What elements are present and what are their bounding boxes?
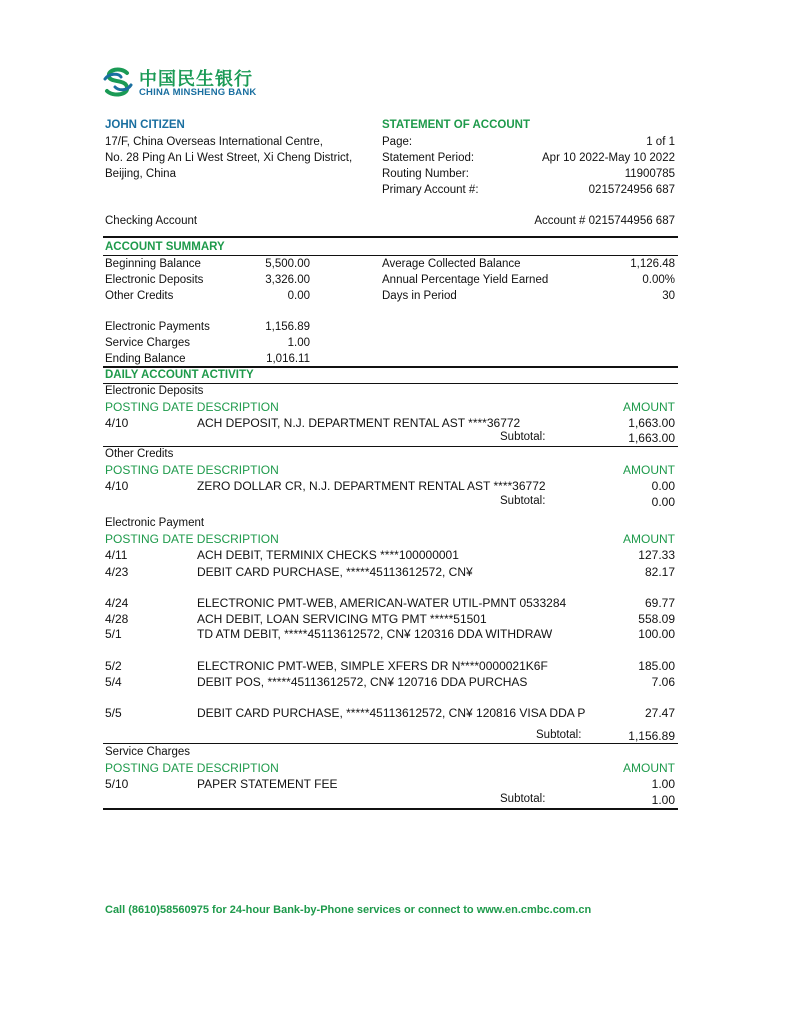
summary-value: 1,156.89 [265, 321, 310, 333]
subtotal-value: 1.00 [651, 793, 675, 807]
txn-description: ACH DEBIT, LOAN SERVICING MTG PMT *****51501 [197, 612, 487, 626]
summary-value: 1,126.48 [630, 258, 675, 270]
divider [103, 446, 678, 447]
txn-amount: 1.00 [651, 777, 675, 791]
bank-name-en: CHINA MINSHENG BANK [139, 87, 257, 98]
statement-value: Apr 10 2022-May 10 2022 [542, 152, 675, 164]
statement-value: 0215724956 687 [588, 184, 675, 196]
statement-value: 1 of 1 [646, 136, 675, 148]
summary-value: 5,500.00 [265, 258, 310, 270]
txn-date: 4/23 [105, 565, 129, 579]
txn-description: ACH DEBIT, TERMINIX CHECKS ****100000001 [197, 548, 459, 562]
summary-label: Ending Balance [105, 353, 186, 365]
txn-amount: 558.09 [638, 612, 675, 626]
subtotal-label: Subtotal: [500, 793, 546, 805]
statement-label: Routing Number: [382, 168, 469, 180]
subtotal-value: 1,663.00 [628, 431, 675, 445]
summary-label: Beginning Balance [105, 258, 201, 270]
subtotal-label: Subtotal: [500, 495, 546, 507]
txn-amount: 185.00 [638, 659, 675, 673]
customer-address-line: 17/F, China Overseas International Centre, [105, 136, 323, 148]
customer-address-line: Beijing, China [105, 168, 176, 180]
customer-address-line: No. 28 Ping An Li West Street, Xi Cheng District, [105, 152, 353, 164]
statement-label: Statement Period: [382, 152, 475, 164]
footer-contact: Call (8610)58560975 for 24-hour Bank-by-Phone services or connect to www.en.cmbc.com.cn [105, 904, 592, 916]
summary-value: 3,326.00 [265, 274, 310, 286]
daily-activity-title: DAILY ACCOUNT ACTIVITY [105, 369, 254, 381]
statement-title: STATEMENT OF ACCOUNT [382, 119, 530, 131]
txn-date: 4/11 [105, 548, 128, 562]
subtotal-value: 0.00 [651, 495, 675, 509]
summary-value: 0.00 [287, 290, 310, 302]
divider [103, 383, 678, 384]
subtotal-value: 1,156.89 [628, 729, 675, 743]
divider [103, 236, 678, 238]
txn-date: 5/1 [105, 627, 122, 641]
summary-value: 0.00% [642, 274, 675, 286]
divider [103, 255, 678, 256]
txn-date: 5/5 [105, 706, 122, 720]
txn-description: DEBIT POS, *****45113612572, CN¥ 120716 DDA PURCHAS [197, 675, 528, 689]
txn-date: 5/4 [105, 675, 122, 689]
txn-amount: 27.47 [644, 706, 675, 720]
amount-header: AMOUNT [623, 761, 675, 775]
column-header: POSTING DATE DESCRIPTION [105, 400, 279, 414]
section-title: Other Credits [105, 448, 174, 460]
statement-label: Primary Account #: [382, 184, 479, 196]
summary-label: Electronic Deposits [105, 274, 204, 286]
account-number: Account # 0215744956 687 [534, 215, 675, 227]
summary-value: 30 [662, 290, 675, 302]
summary-label: Average Collected Balance [382, 258, 521, 270]
divider [103, 808, 678, 810]
txn-amount: 82.17 [644, 565, 675, 579]
summary-label: Annual Percentage Yield Earned [382, 274, 549, 286]
subtotal-label: Subtotal: [500, 431, 546, 443]
summary-label: Service Charges [105, 337, 191, 349]
account-summary-title: ACCOUNT SUMMARY [105, 241, 225, 253]
column-header: POSTING DATE DESCRIPTION [105, 761, 279, 775]
customer-name: JOHN CITIZEN [105, 119, 185, 131]
bank-logo-icon [101, 67, 135, 97]
txn-description: ACH DEPOSIT, N.J. DEPARTMENT RENTAL AST ****36772 [197, 416, 521, 430]
summary-label: Days in Period [382, 290, 457, 302]
txn-amount: 0.00 [651, 479, 675, 493]
txn-description: DEBIT CARD PURCHASE, *****45113612572, CN¥ 120816 VISA DDA P [197, 706, 586, 720]
txn-amount: 1,663.00 [628, 416, 675, 430]
amount-header: AMOUNT [623, 400, 675, 414]
divider [103, 743, 678, 744]
section-title: Electronic Payment [105, 517, 205, 529]
section-title: Electronic Deposits [105, 385, 204, 397]
txn-amount: 127.33 [638, 548, 675, 562]
amount-header: AMOUNT [623, 532, 675, 546]
divider [103, 366, 678, 368]
txn-description: ELECTRONIC PMT-WEB, SIMPLE XFERS DR N****0000021K6F [197, 659, 548, 673]
txn-description: ZERO DOLLAR CR, N.J. DEPARTMENT RENTAL AST ****36772 [197, 479, 546, 493]
txn-description: PAPER STATEMENT FEE [197, 777, 338, 791]
statement-label: Page: [382, 136, 413, 148]
txn-date: 4/24 [105, 596, 129, 610]
statement-value: 11900785 [624, 168, 675, 180]
summary-label: Electronic Payments [105, 321, 210, 333]
column-header: POSTING DATE DESCRIPTION [105, 463, 279, 477]
txn-date: 4/28 [105, 612, 129, 626]
summary-value: 1,016.11 [266, 353, 310, 365]
txn-date: 5/10 [105, 777, 129, 791]
txn-amount: 69.77 [644, 596, 675, 610]
txn-amount: 7.06 [651, 675, 675, 689]
summary-label: Other Credits [105, 290, 174, 302]
section-title: Service Charges [105, 746, 191, 758]
txn-description: ELECTRONIC PMT-WEB, AMERICAN-WATER UTIL-PMNT 0533284 [197, 596, 567, 610]
txn-amount: 100.00 [638, 627, 675, 641]
account-type: Checking Account [105, 215, 198, 227]
subtotal-label: Subtotal: [536, 729, 582, 741]
column-header: POSTING DATE DESCRIPTION [105, 532, 279, 546]
summary-value: 1.00 [287, 337, 310, 349]
bank-name-cn: 中国民生银行 [139, 69, 253, 89]
amount-header: AMOUNT [623, 463, 675, 477]
txn-date: 4/10 [105, 416, 129, 430]
txn-description: DEBIT CARD PURCHASE, *****45113612572, CN¥ [197, 565, 473, 579]
txn-date: 4/10 [105, 479, 129, 493]
txn-date: 5/2 [105, 659, 122, 673]
txn-description: TD ATM DEBIT, *****45113612572, CN¥ 120316 DDA WITHDRAW [197, 627, 553, 641]
